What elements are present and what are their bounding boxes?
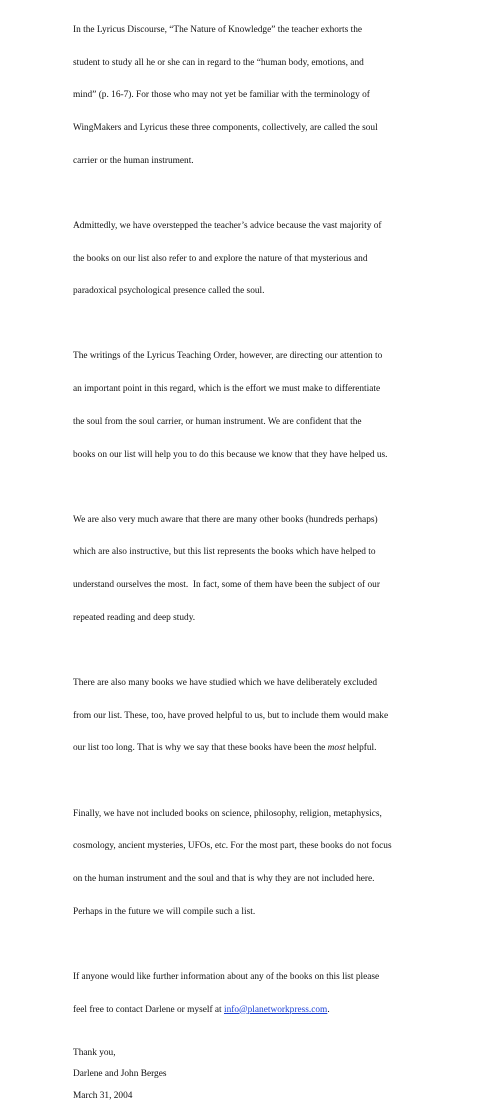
paragraph-finally	[73, 787, 500, 940]
paragraph-line: carrier or the human instrument.	[73, 155, 194, 166]
date: March 31, 2004	[73, 1090, 133, 1101]
paragraph-excluded	[73, 656, 500, 776]
paragraph-line: student to study all he or she can in regard to the “human body, emotions, and	[73, 57, 364, 68]
paragraph-admittedly	[73, 199, 500, 319]
paragraph-text: .	[327, 1004, 330, 1015]
paragraph-line	[73, 743, 500, 754]
email-link[interactable]: info@planetworkpress.com	[223, 1004, 328, 1015]
paragraph-line: the soul from the soul carrier, or human instrument. We are confident that the	[73, 416, 362, 427]
paragraph-line: repeated reading and deep study.	[73, 612, 196, 623]
paragraph-intro	[73, 3, 500, 188]
paragraph-line: the books on our list also refer to and explore the nature of that mysterious and	[73, 253, 368, 264]
paragraph-line: paradoxical psychological presence called the soul.	[73, 286, 265, 297]
paragraph-line: In the Lyricus Discourse, “The Nature of Knowledge” the teacher exhorts the	[73, 24, 363, 35]
paragraph-line: WingMakers and Lyricus these three components, collectively, are called the soul	[73, 122, 378, 133]
signature: Darlene and John Berges	[73, 1069, 167, 1080]
paragraph-line: cosmology, ancient mysteries, UFOs, etc. For the most part, these books do not focus	[73, 841, 392, 852]
paragraph-text: feel free to contact Darlene or myself at	[73, 1004, 224, 1015]
paragraph-line: If anyone would like further information about any of the books on this list please	[73, 971, 380, 982]
paragraph-line: There are also many books we have studied which we have deliberately excluded	[73, 677, 378, 688]
paragraph-line: understand ourselves the most. In fact, some of them have been the subject of our	[73, 580, 380, 591]
paragraph-contact	[73, 950, 500, 1037]
paragraph-line: Perhaps in the future we will compile such a list.	[73, 906, 256, 917]
paragraph-line	[73, 1005, 500, 1016]
paragraph-line: The writings of the Lyricus Teaching Order, however, are directing our attention to	[73, 351, 383, 362]
paragraph-other-books	[73, 493, 500, 646]
paragraph-text: our list too long. That is why we say that these books have been the	[73, 743, 328, 754]
paragraph-writings	[73, 330, 500, 483]
paragraph-line: on the human instrument and the soul and that is why they are not included here.	[73, 873, 375, 884]
paragraph-line: from our list. These, too, have proved helpful to us, but to include them would make	[73, 710, 389, 721]
paragraph-text: helpful.	[345, 743, 377, 754]
paragraph-line: an important point in this regard, which is the effort we must make to differentiate	[73, 384, 381, 395]
paragraph-line: Admittedly, we have overstepped the teacher’s advice because the vast majority of	[73, 220, 382, 231]
paragraph-line: We are also very much aware that there are many other books (hundreds perhaps)	[73, 514, 378, 525]
paragraph-line: mind” (p. 16-7). For those who may not yet be familiar with the terminology of	[73, 90, 370, 101]
paragraph-line: Finally, we have not included books on science, philosophy, religion, metaphysics,	[73, 808, 382, 819]
paragraph-line: books on our list will help you to do this because we know that they have helped us.	[73, 449, 388, 460]
emphasis-most: most	[327, 743, 346, 754]
closing: Thank you,	[73, 1047, 116, 1058]
paragraph-line: which are also instructive, but this list represents the books which have helped to	[73, 547, 376, 558]
